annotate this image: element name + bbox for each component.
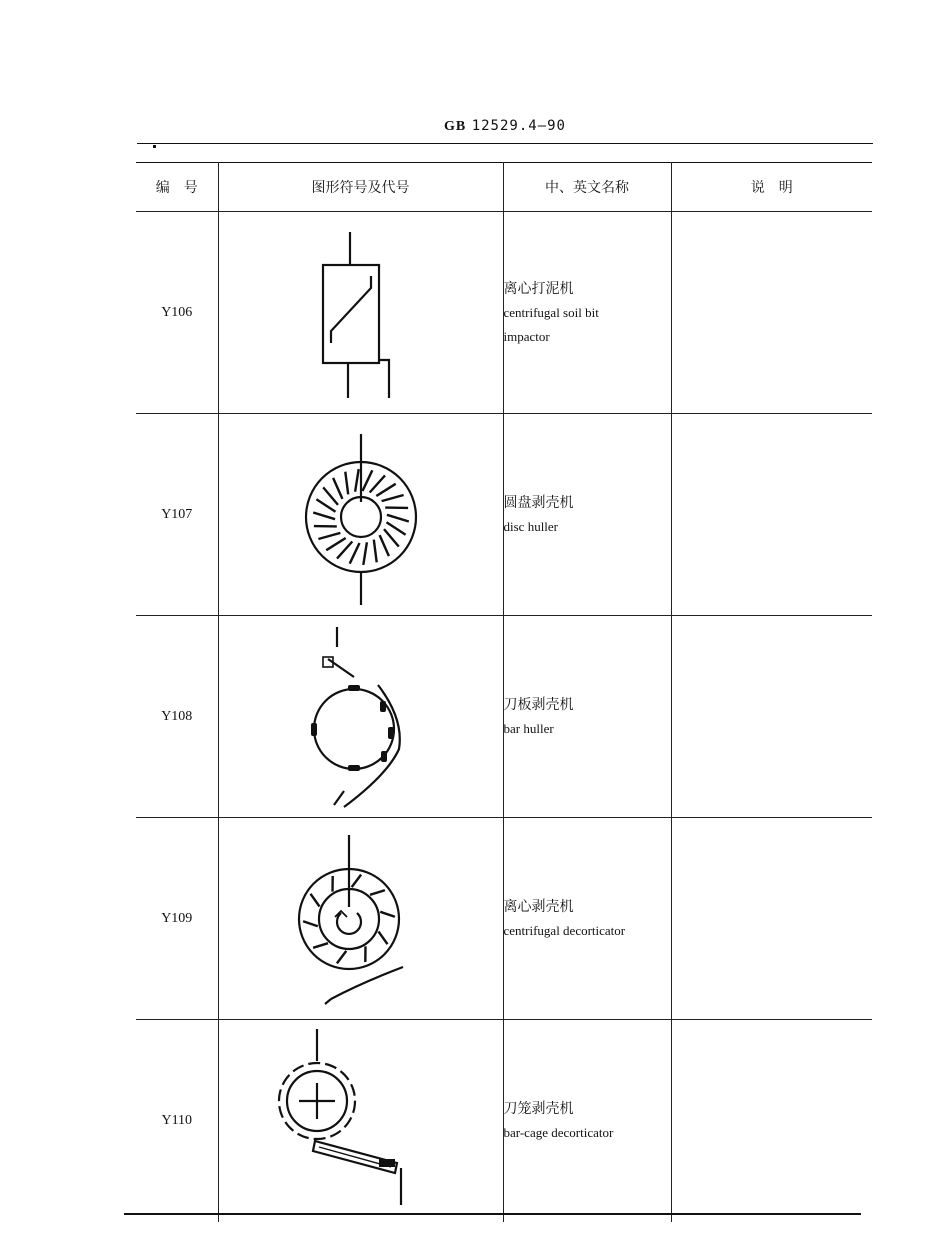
name-en-line-2: impactor: [503, 328, 550, 344]
symbol-stroke: [381, 495, 403, 501]
symbol-stroke: [303, 921, 318, 926]
symbol-stroke: [333, 477, 342, 498]
symbol-stroke: [376, 483, 395, 495]
symbol-stroke: [310, 894, 319, 907]
symbol-stroke: [369, 475, 384, 492]
row-symbol-cell: [218, 818, 503, 1020]
name-zh: 圆盘剥壳机: [503, 494, 574, 511]
symbol-stroke: [318, 532, 340, 538]
row-symbol-cell: [218, 212, 503, 414]
symbol-stroke: [336, 951, 345, 964]
name-en-line-1: centrifugal soil bit: [503, 304, 599, 320]
name-zh: 离心打泥机: [503, 280, 574, 297]
symbol-stroke: [326, 538, 345, 550]
row-symbol-cell: [218, 1020, 503, 1222]
symbol-stroke: [345, 471, 348, 494]
bar-huller-symbol: [296, 619, 426, 814]
name-en-line-1: bar huller: [503, 720, 554, 736]
symbol-table: [136, 162, 872, 1222]
symbol-stroke: [380, 912, 395, 917]
name-zh: 刀板剥壳机: [503, 696, 574, 713]
symbol-stroke: [370, 890, 385, 895]
col-header-symbol: 图形符号及代号: [218, 163, 503, 212]
symbol-stroke: [313, 943, 328, 948]
row-symbol-cell: [218, 414, 503, 616]
col-header-note: 说 明: [671, 163, 872, 212]
symbol-stroke: [363, 542, 367, 565]
row-code: Y106: [136, 212, 218, 414]
name-zh: 刀笼剥壳机: [503, 1100, 574, 1117]
disc-huller-symbol: [296, 420, 426, 610]
table-row: [136, 212, 872, 414]
row-code: Y108: [136, 616, 218, 818]
row-symbol-cell: [218, 616, 503, 818]
col-header-name: 中、英文名称: [503, 163, 671, 212]
row-note: [671, 1020, 872, 1222]
centrifugal-soil-bit-impactor-symbol: [301, 218, 421, 408]
table-row: [136, 818, 872, 1020]
row-code: Y107: [136, 414, 218, 616]
table-header-row: [136, 163, 872, 212]
symbol-stroke: [316, 499, 335, 512]
row-code: Y110: [161, 1112, 193, 1128]
bar-cage-decorticator-symbol: [269, 1023, 419, 1218]
name-en-line-1: disc huller: [503, 518, 559, 534]
symbol-stroke: [362, 470, 372, 491]
standard-code: 12529.4—90: [471, 118, 566, 134]
table-row: [136, 414, 872, 616]
row-note: [671, 414, 872, 616]
row-name: [503, 818, 671, 1020]
scan-mark: [153, 145, 156, 148]
footer-rule: [124, 1213, 861, 1215]
symbol-stroke: [313, 512, 335, 519]
row-name: [503, 414, 671, 616]
row-name: [503, 616, 671, 818]
symbol-stroke: [379, 535, 388, 556]
standard-prefix: GB: [444, 119, 467, 134]
symbol-stroke: [373, 539, 376, 562]
table-row: [136, 616, 872, 818]
symbol-stroke: [384, 529, 399, 547]
row-name: [503, 1020, 671, 1222]
name-zh: 离心剥壳机: [503, 898, 574, 915]
standard-number: [0, 118, 950, 135]
table-row: [136, 1020, 872, 1222]
row-note: [671, 212, 872, 414]
name-en-line-1: centrifugal decorticator: [503, 922, 626, 938]
symbol-stroke: [323, 487, 338, 505]
symbol-stroke: [351, 875, 360, 888]
row-note: [671, 616, 872, 818]
header-rule: [137, 143, 873, 144]
col-header-code: 编 号: [136, 163, 218, 212]
symbol-stroke: [337, 541, 352, 558]
symbol-stroke: [349, 543, 359, 564]
row-code: Y109: [136, 818, 218, 1020]
symbol-stroke: [378, 932, 387, 945]
centrifugal-decorticator-symbol: [291, 821, 431, 1016]
symbol-stroke: [355, 469, 359, 492]
row-name: [503, 212, 671, 414]
symbol-stroke: [386, 522, 405, 535]
row-note: [671, 818, 872, 1020]
symbol-stroke: [386, 514, 408, 521]
name-en-line-1: bar-cage decorticator: [503, 1124, 614, 1140]
